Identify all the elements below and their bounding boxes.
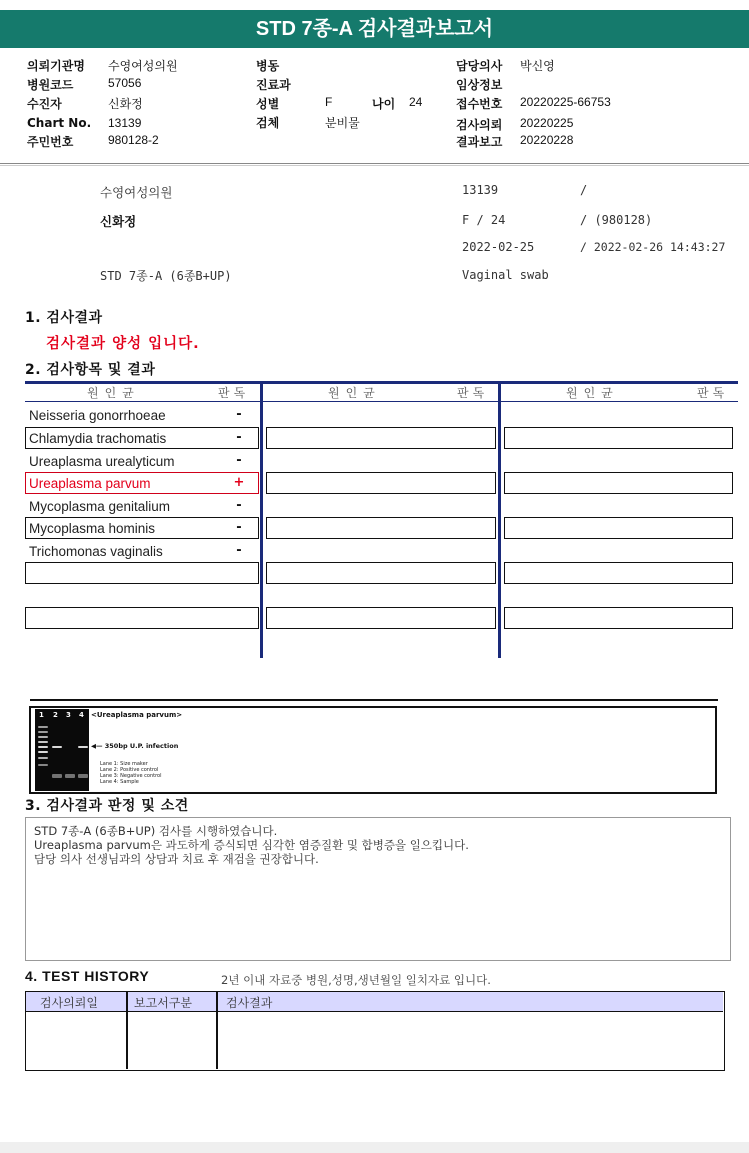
summary-chart: 13139 bbox=[462, 183, 499, 197]
resident-no-value: 980128-2 bbox=[108, 133, 159, 147]
empty-row-box bbox=[266, 562, 496, 584]
organism-column-header: 원인균 bbox=[87, 386, 140, 400]
age-value: 24 bbox=[409, 95, 423, 109]
organism-name: Mycoplasma genitalium bbox=[29, 499, 171, 514]
ladder-band bbox=[38, 757, 48, 759]
gel-band-annotation: ◀— 350bp U.P. infection bbox=[91, 742, 179, 750]
header-divider-shadow bbox=[0, 165, 749, 166]
specimen-value: 분비물 bbox=[325, 116, 360, 130]
lane-number: 1 bbox=[39, 711, 44, 719]
empty-row-box bbox=[266, 517, 496, 539]
sex-label: 성별 bbox=[256, 97, 280, 111]
result-column-header: 판독 bbox=[218, 386, 250, 400]
summary-clinic: 수영여성의원 bbox=[100, 185, 173, 200]
section4-title: 4. TEST HISTORY bbox=[25, 968, 150, 984]
empty-row-box bbox=[25, 607, 259, 629]
clinic-name-label: 의뢰기관명 bbox=[27, 59, 85, 73]
result-column-header: 판독 bbox=[457, 386, 489, 400]
receipt-no-label: 접수번호 bbox=[456, 97, 503, 111]
summary-report-datetime: / 2022-02-26 14:43:27 bbox=[580, 240, 726, 254]
request-date-label: 검사의뢰 bbox=[456, 118, 503, 132]
organism-name: Trichomonas vaginalis bbox=[29, 544, 163, 559]
sex-value: F bbox=[325, 95, 333, 109]
lane-number: 3 bbox=[66, 711, 71, 719]
chart-no-value: 13139 bbox=[108, 116, 142, 130]
empty-row-box bbox=[504, 427, 733, 449]
receipt-no-value: 20220225-66753 bbox=[520, 95, 611, 109]
organism-name: Neisseria gonorrhoeae bbox=[29, 408, 166, 423]
history-header-request-date: 검사의뢰일 bbox=[40, 996, 98, 1010]
organism-result: - bbox=[236, 520, 242, 535]
gel-band-label: 350bp U.P. infection bbox=[104, 742, 179, 750]
history-column-divider bbox=[216, 992, 218, 1069]
empty-row-box bbox=[504, 472, 733, 494]
history-note: 2년 이내 자료중 병원,성명,생년월일 일치자료 입니다. bbox=[221, 973, 491, 987]
request-date-value: 20220225 bbox=[520, 116, 574, 130]
positive-control-band bbox=[52, 746, 62, 748]
empty-row-box bbox=[266, 607, 496, 629]
resident-no-label: 주민번호 bbox=[27, 135, 74, 149]
gel-title: <Ureaplasma parvum> bbox=[91, 711, 183, 719]
ward-label: 병동 bbox=[256, 59, 280, 73]
primer-band bbox=[78, 774, 88, 778]
section3-title: 3. 검사결과 판정 및 소견 bbox=[25, 798, 189, 814]
header-divider bbox=[0, 163, 749, 164]
results-table-header-border bbox=[25, 401, 738, 402]
empty-row-box bbox=[504, 562, 733, 584]
report-title: STD 7종-A 검사결과보고서 bbox=[0, 10, 749, 48]
report-date-value: 20220228 bbox=[520, 133, 574, 147]
primer-band bbox=[65, 774, 75, 778]
chart-no-label: Chart No. bbox=[27, 116, 92, 130]
organism-result: - bbox=[236, 453, 242, 468]
empty-row-box bbox=[504, 517, 733, 539]
summary-specimen: Vaginal swab bbox=[462, 268, 549, 282]
result-column-header: 판독 bbox=[697, 386, 729, 400]
organism-result: - bbox=[236, 543, 242, 558]
hospital-code-value: 57056 bbox=[108, 76, 142, 90]
opinion-line: Ureaplasma parvum은 과도하게 증식되면 심각한 염증질환 및 합병증을 일으킵니다. bbox=[34, 838, 469, 852]
gel-legend-item: Lane 3: Negative control bbox=[100, 773, 162, 779]
opinion-line: 담당 의사 선생님과의 상담과 치료 후 재검을 권장합니다. bbox=[34, 852, 319, 866]
doctor-value: 박신영 bbox=[520, 59, 555, 73]
age-label: 나이 bbox=[372, 97, 396, 111]
doctor-label: 담당의사 bbox=[456, 59, 503, 73]
ladder-band bbox=[38, 746, 48, 748]
opinion-box bbox=[25, 817, 731, 961]
lane-number: 4 bbox=[79, 711, 84, 719]
ladder-band bbox=[38, 726, 48, 728]
primer-band bbox=[52, 774, 62, 778]
history-table-header bbox=[26, 992, 723, 1012]
summary-patient: 신화정 bbox=[100, 214, 137, 229]
summary-sex-age: F / 24 bbox=[462, 213, 506, 227]
organism-name: Mycoplasma hominis bbox=[29, 521, 156, 536]
patient-value: 신화정 bbox=[108, 97, 143, 111]
gel-legend-item: Lane 2: Positive control bbox=[100, 767, 159, 773]
empty-row-box bbox=[266, 427, 496, 449]
organism-result-positive: + bbox=[233, 475, 245, 490]
organism-name: Ureaplasma urealyticum bbox=[29, 454, 175, 469]
department-label: 진료과 bbox=[256, 78, 291, 92]
report-date-label: 결과보고 bbox=[456, 135, 503, 149]
clinical-info-label: 임상정보 bbox=[456, 78, 503, 92]
ladder-band bbox=[38, 731, 48, 733]
organism-result: - bbox=[236, 430, 242, 445]
gel-section-divider bbox=[30, 699, 718, 701]
ladder-band bbox=[38, 764, 48, 766]
history-header-result: 검사결과 bbox=[226, 996, 273, 1010]
summary-slash: / bbox=[580, 183, 588, 197]
history-header-report-type: 보고서구분 bbox=[134, 996, 192, 1010]
organism-result: - bbox=[236, 407, 242, 422]
history-table bbox=[25, 991, 725, 1071]
lane-number: 2 bbox=[53, 711, 58, 719]
ladder-band bbox=[38, 751, 48, 753]
gel-electrophoresis-image bbox=[35, 709, 89, 791]
empty-row-box bbox=[504, 607, 733, 629]
organism-result: - bbox=[236, 498, 242, 513]
sample-band bbox=[78, 746, 88, 748]
ladder-band bbox=[38, 736, 48, 738]
section1-title: 1. 검사결과 bbox=[25, 310, 103, 326]
summary-request-date: 2022-02-25 bbox=[462, 240, 535, 254]
opinion-line: STD 7종-A (6종B+UP) 검사를 시행하였습니다. bbox=[34, 824, 278, 838]
summary-test: STD 7종-A (6종B+UP) bbox=[100, 269, 232, 283]
organism-name: Chlamydia trachomatis bbox=[29, 431, 167, 446]
hospital-code-label: 병원코드 bbox=[27, 78, 74, 92]
gel-legend-item: Lane 1: Size maker bbox=[100, 761, 148, 767]
ladder-band bbox=[38, 741, 48, 743]
history-column-divider bbox=[126, 992, 128, 1069]
results-table-column-divider bbox=[498, 381, 501, 658]
patient-label: 수진자 bbox=[27, 97, 62, 111]
gel-legend-item: Lane 4: Sample bbox=[100, 779, 139, 785]
empty-row-box bbox=[266, 472, 496, 494]
page-footer bbox=[0, 1142, 749, 1153]
organism-name-positive: Ureaplasma parvum bbox=[29, 476, 151, 491]
summary-birth: / (980128) bbox=[580, 213, 653, 227]
specimen-label: 검체 bbox=[256, 116, 280, 130]
organism-column-header: 원인균 bbox=[566, 386, 619, 400]
organism-column-header: 원인균 bbox=[328, 386, 381, 400]
section2-title: 2. 검사항목 및 결과 bbox=[25, 362, 156, 378]
empty-row-box bbox=[25, 562, 259, 584]
clinic-name-value: 수영여성의원 bbox=[108, 59, 178, 73]
positive-result-text: 검사결과 양성 입니다. bbox=[46, 336, 200, 352]
results-table-column-divider bbox=[260, 381, 263, 658]
